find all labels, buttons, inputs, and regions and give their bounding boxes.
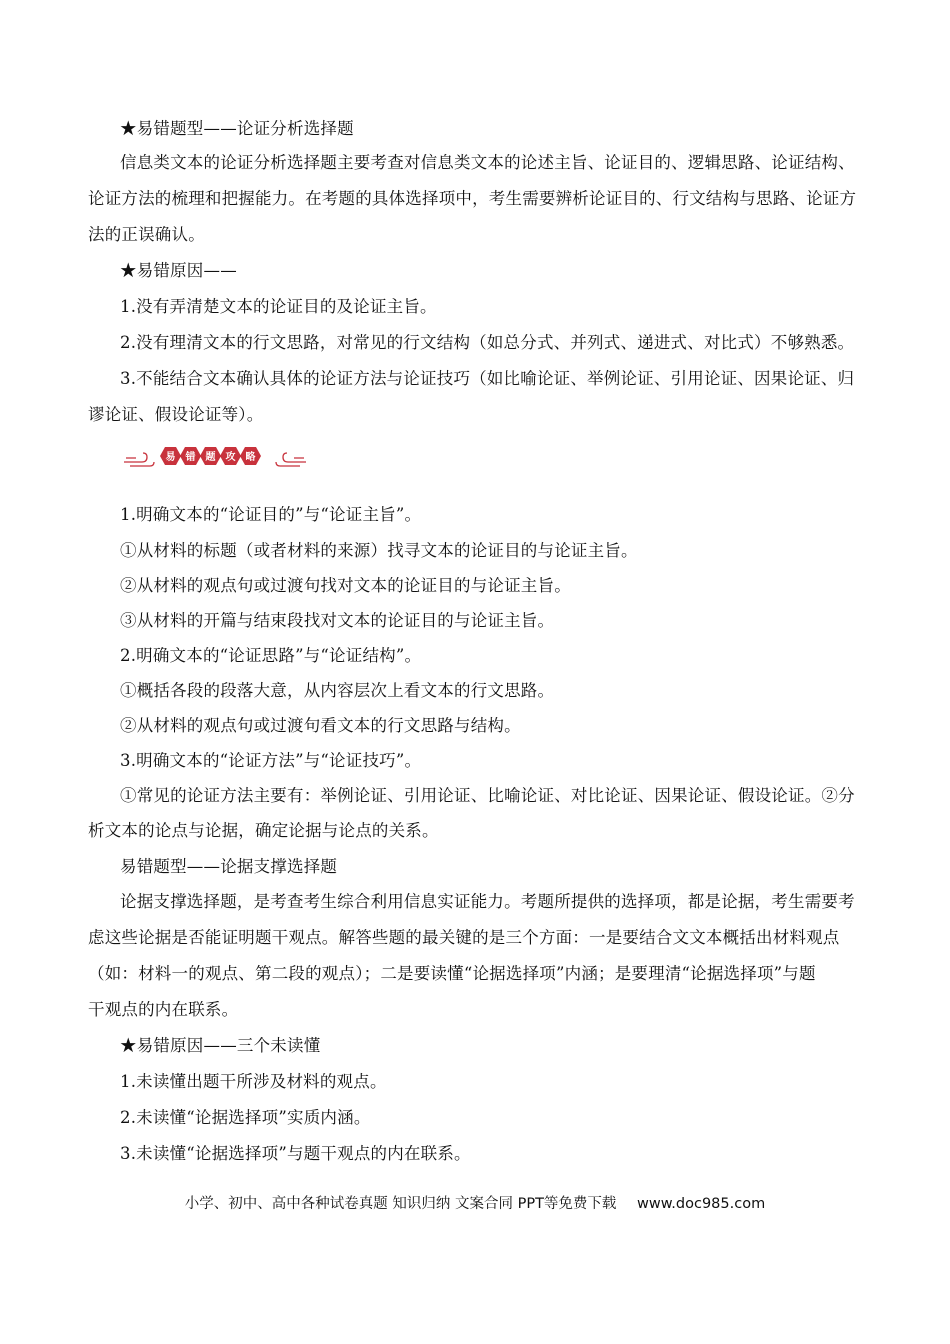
section-heading: 易错题型——论据支撑选择题 <box>120 857 338 876</box>
strategy-item: ①常见的论证方法主要有：举例论证、引用论证、比喻论证、对比论证、因果论证、假设论证。②分 <box>120 786 855 805</box>
strategy-item: 3.明确文本的“论证方法”与“论证技巧”。 <box>120 751 422 770</box>
paragraph-line: 论据支撑选择题，是考查考生综合利用信息实证能力。考题所提供的选择项，都是论据，考生需要考 <box>120 892 855 911</box>
reason-item-cont: 谬论证、假设论证等）。 <box>88 405 264 424</box>
paragraph-line: （如：材料一的观点、第二段的观点）；二是要读懂“论据选择项”内涵；是要理清“论据选择项”与题 <box>88 964 816 983</box>
reason-item: 1.未读懂出题干所涉及材料的观点。 <box>120 1072 387 1091</box>
badge-char: 易 <box>165 452 176 463</box>
strategy-item: ②从材料的观点句或过渡句找对文本的论证目的与论证主旨。 <box>120 576 571 595</box>
strategy-item: ③从材料的开篇与结束段找对文本的论证目的与论证主旨。 <box>120 611 555 630</box>
strategy-badge <box>120 442 310 470</box>
strategy-item: ①从材料的标题（或者材料的来源）找寻文本的论证目的与论证主旨。 <box>120 541 638 560</box>
badge-char: 题 <box>205 452 216 463</box>
reason-heading: ★易错原因—— <box>120 261 237 280</box>
reason-item: 2.未读懂“论据选择项”实质内涵。 <box>120 1108 371 1127</box>
paragraph-line: 信息类文本的论证分析选择题主要考查对信息类文本的论述主旨、论证目的、逻辑思路、论证结构、 <box>120 153 855 172</box>
paragraph-line: 虑这些论据是否能证明题干观点。解答些题的最关键的是三个方面：一是要结合文文本概括出材料观点 <box>88 928 840 947</box>
paragraph-line: 论证方法的梳理和把握能力。在考题的具体选择项中，考生需要辨析论证目的、行文结构与思路、论证方 <box>88 189 857 208</box>
strategy-item-cont: 析文本的论点与论据，确定论据与论点的关系。 <box>88 821 439 840</box>
badge-char: 错 <box>185 452 196 463</box>
page-footer <box>0 1192 950 1213</box>
strategy-item: ①概括各段的段落大意，从内容层次上看文本的行文思路。 <box>120 681 555 700</box>
reason-item: 2.没有理清文本的行文思路，对常见的行文结构（如总分式、并列式、递进式、对比式）不够熟悉。 <box>120 333 855 352</box>
reason-item: 3.不能结合文本确认具体的论证方法与论证技巧（如比喻论证、举例论证、引用论证、因果论证、归 <box>120 369 855 388</box>
footer-text: 小学、初中、高中各种试卷真题 知识归纳 文案合同 PPT等免费下载 <box>184 1196 617 1212</box>
right-cloud-ornament <box>276 453 306 466</box>
section-heading: ★易错题型——论证分析选择题 <box>120 119 354 138</box>
reason-item: 3.未读懂“论据选择项”与题干观点的内在联系。 <box>120 1144 471 1163</box>
reason-item: 1.没有弄清楚文本的论证目的及论证主旨。 <box>120 297 437 316</box>
badge-char: 攻 <box>225 452 236 463</box>
paragraph-line: 法的正误确认。 <box>88 225 205 244</box>
paragraph-line: 干观点的内在联系。 <box>88 1000 239 1019</box>
reason-heading: ★易错原因——三个未读懂 <box>120 1036 321 1055</box>
badge-char: 略 <box>245 452 256 463</box>
strategy-item: ②从材料的观点句或过渡句看文本的行文思路与结构。 <box>120 716 521 735</box>
footer-site-link[interactable]: www.doc985.com <box>637 1196 766 1212</box>
strategy-item: 2.明确文本的“论证思路”与“论证结构”。 <box>120 646 422 665</box>
left-cloud-ornament <box>124 453 154 466</box>
strategy-item: 1.明确文本的“论证目的”与“论证主旨”。 <box>120 505 422 524</box>
